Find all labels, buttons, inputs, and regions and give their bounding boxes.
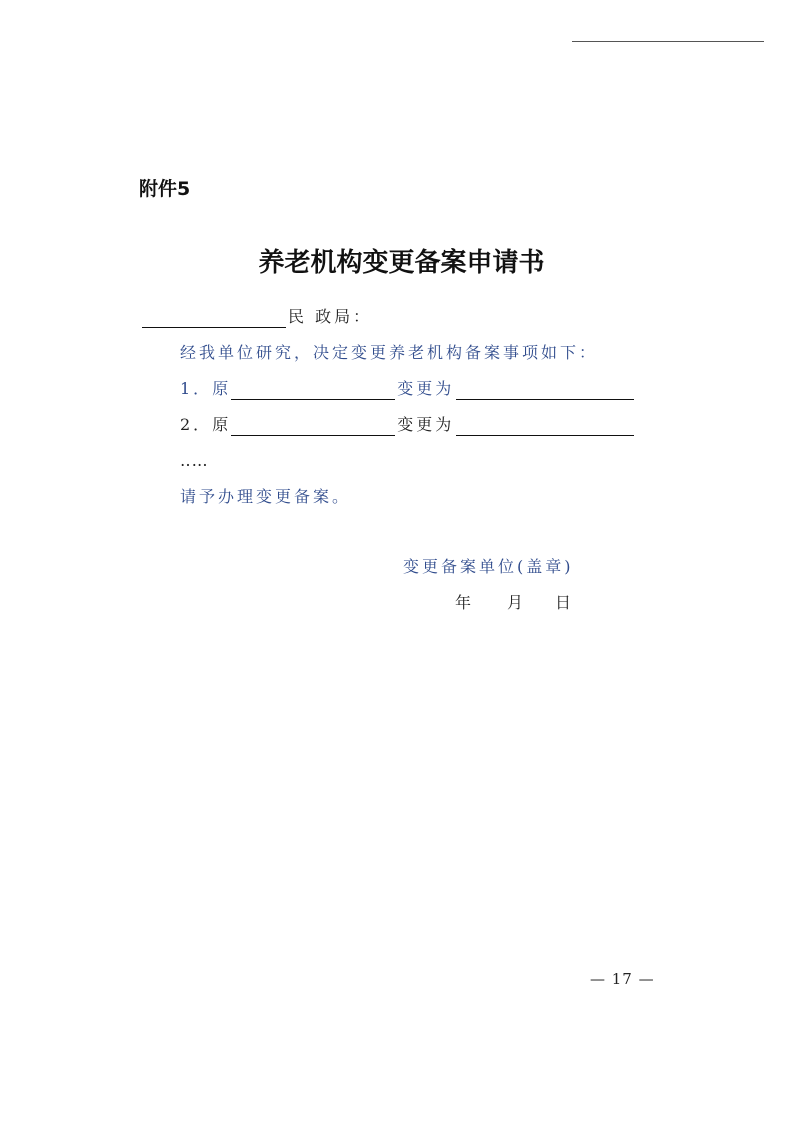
change-item-1	[180, 378, 634, 400]
date-year: 年	[455, 593, 472, 612]
item-number: 1．	[180, 379, 213, 398]
change-to-label: 变更为	[397, 379, 455, 398]
original-value-blank[interactable]	[231, 417, 395, 436]
new-value-blank[interactable]	[456, 417, 634, 436]
attachment-label: 附件5	[139, 178, 191, 200]
original-value-blank[interactable]	[231, 381, 395, 400]
continuation-ellipsis: ‥…	[180, 451, 209, 470]
date-line	[455, 592, 571, 614]
original-label: 原	[212, 415, 232, 434]
addressee-suffix: 民 政局：	[288, 307, 373, 326]
intro-paragraph: 经我单位研究，决定变更养老机构备案事项如下：	[180, 343, 599, 362]
addressee-blank[interactable]	[142, 309, 286, 328]
signature-unit-label: 变更备案单位(盖章)	[403, 557, 574, 576]
change-to-label: 变更为	[397, 415, 455, 434]
new-value-blank[interactable]	[456, 381, 634, 400]
addressee-line	[142, 306, 372, 328]
original-label: 原	[212, 379, 232, 398]
header-rule	[572, 41, 764, 42]
date-month: 月	[507, 593, 524, 612]
date-day: 日	[555, 593, 572, 612]
request-paragraph: 请予办理变更备案。	[180, 487, 352, 506]
document-title: 养老机构变更备案申请书	[258, 248, 545, 278]
page-number: — 17 —	[590, 970, 655, 988]
change-item-2	[180, 414, 634, 436]
item-number: 2．	[180, 415, 213, 434]
